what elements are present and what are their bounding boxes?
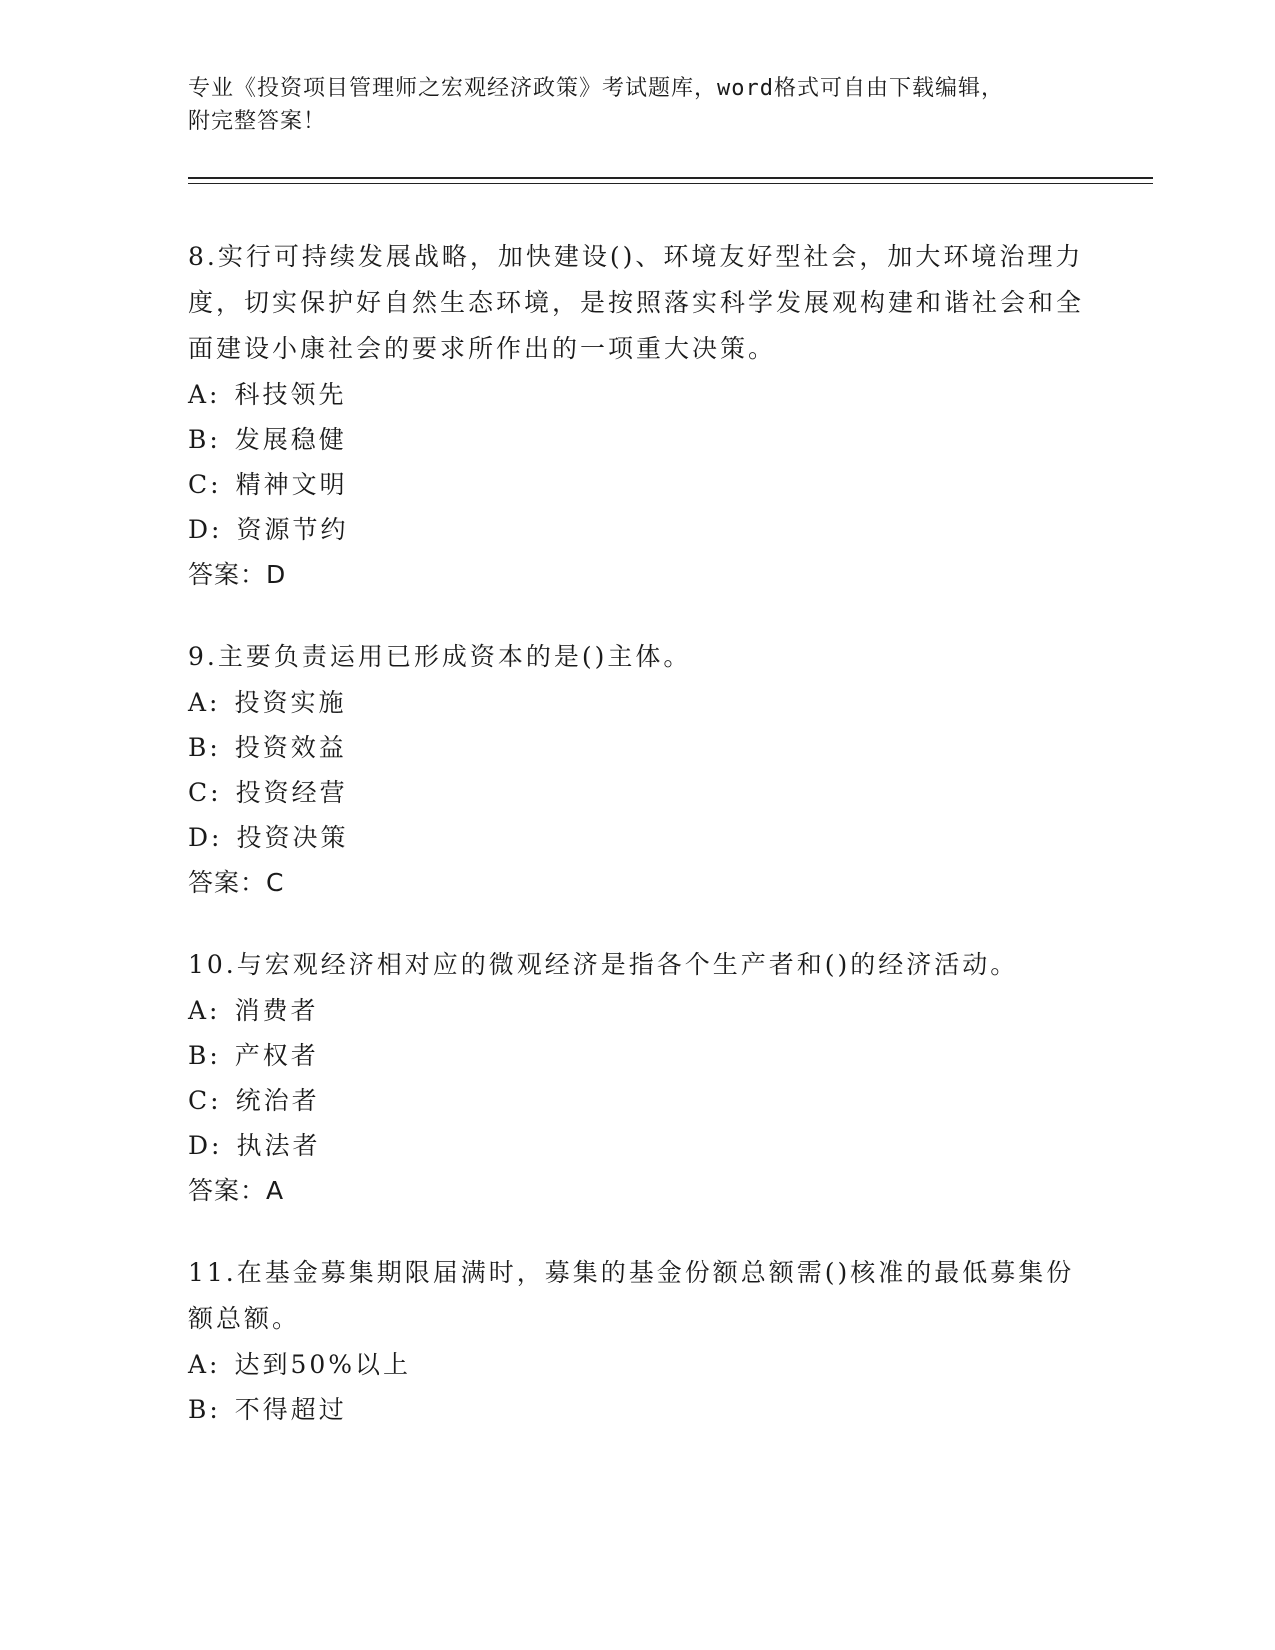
option-text: 产权者 — [234, 1041, 319, 1070]
option-text: 投资效益 — [234, 733, 347, 762]
answer-line: 答案：C — [188, 868, 285, 897]
option-key: B: — [188, 1041, 221, 1070]
option-d — [188, 815, 1088, 860]
option-text: 投资经营 — [235, 778, 348, 807]
header-line-2: 附完整答案！ — [188, 109, 327, 134]
option-text: 消费者 — [234, 996, 319, 1025]
option-d — [188, 507, 1088, 552]
option-key: C: — [188, 470, 222, 499]
option-key: A: — [188, 1350, 221, 1379]
question-8 — [188, 234, 1088, 598]
option-b — [188, 1033, 1088, 1078]
option-text: 发展稳健 — [234, 425, 347, 454]
option-d — [188, 1123, 1088, 1168]
option-b — [188, 1387, 1088, 1432]
option-a — [188, 372, 1088, 417]
option-a — [188, 680, 1088, 725]
option-text: 达到50%以上 — [234, 1350, 412, 1379]
answer-line: 答案：A — [188, 1176, 285, 1205]
answer-line: 答案：D — [188, 560, 287, 589]
option-a — [188, 988, 1088, 1033]
option-key: D: — [188, 823, 223, 852]
option-text: 不得超过 — [234, 1395, 347, 1424]
option-text: 执法者 — [236, 1131, 321, 1160]
option-text: 科技领先 — [234, 380, 347, 409]
option-key: A: — [188, 996, 221, 1025]
header-divider-thin — [188, 183, 1153, 184]
option-key: B: — [188, 1395, 221, 1424]
option-text: 投资实施 — [234, 688, 347, 717]
option-b — [188, 417, 1088, 462]
option-key: C: — [188, 1086, 222, 1115]
question-list — [188, 234, 1088, 1468]
question-9 — [188, 634, 1088, 906]
option-key: A: — [188, 688, 221, 717]
option-c — [188, 770, 1088, 815]
question-11 — [188, 1250, 1088, 1432]
document-header — [188, 72, 1088, 138]
question-stem: 8.实行可持续发展战略，加快建设()、环境友好型社会，加大环境治理力度，切实保护好自然生态环境，是按照落实科学发展观构建和谐社会和全面建设小康社会的要求所作出的一项重大决策。 — [188, 242, 1085, 363]
header-divider-thick — [188, 177, 1153, 179]
question-stem: 10.与宏观经济相对应的微观经济是指各个生产者和()的经济活动。 — [188, 950, 1019, 979]
option-c — [188, 462, 1088, 507]
option-text: 精神文明 — [235, 470, 348, 499]
option-key: B: — [188, 425, 221, 454]
option-a — [188, 1342, 1088, 1387]
question-stem: 11.在基金募集期限届满时，募集的基金份额总额需()核准的最低募集份额总额。 — [188, 1258, 1075, 1333]
option-text: 资源节约 — [236, 515, 349, 544]
option-c — [188, 1078, 1088, 1123]
option-b — [188, 725, 1088, 770]
question-10 — [188, 942, 1088, 1214]
option-text: 统治者 — [235, 1086, 320, 1115]
option-key: C: — [188, 778, 222, 807]
option-key: A: — [188, 380, 221, 409]
option-text: 投资决策 — [236, 823, 349, 852]
option-key: D: — [188, 515, 223, 544]
option-key: D: — [188, 1131, 223, 1160]
question-stem: 9.主要负责运用已形成资本的是()主体。 — [188, 642, 692, 671]
header-line-1: 专业《投资项目管理师之宏观经济政策》考试题库，word格式可自由下载编辑， — [188, 76, 1004, 101]
option-key: B: — [188, 733, 221, 762]
